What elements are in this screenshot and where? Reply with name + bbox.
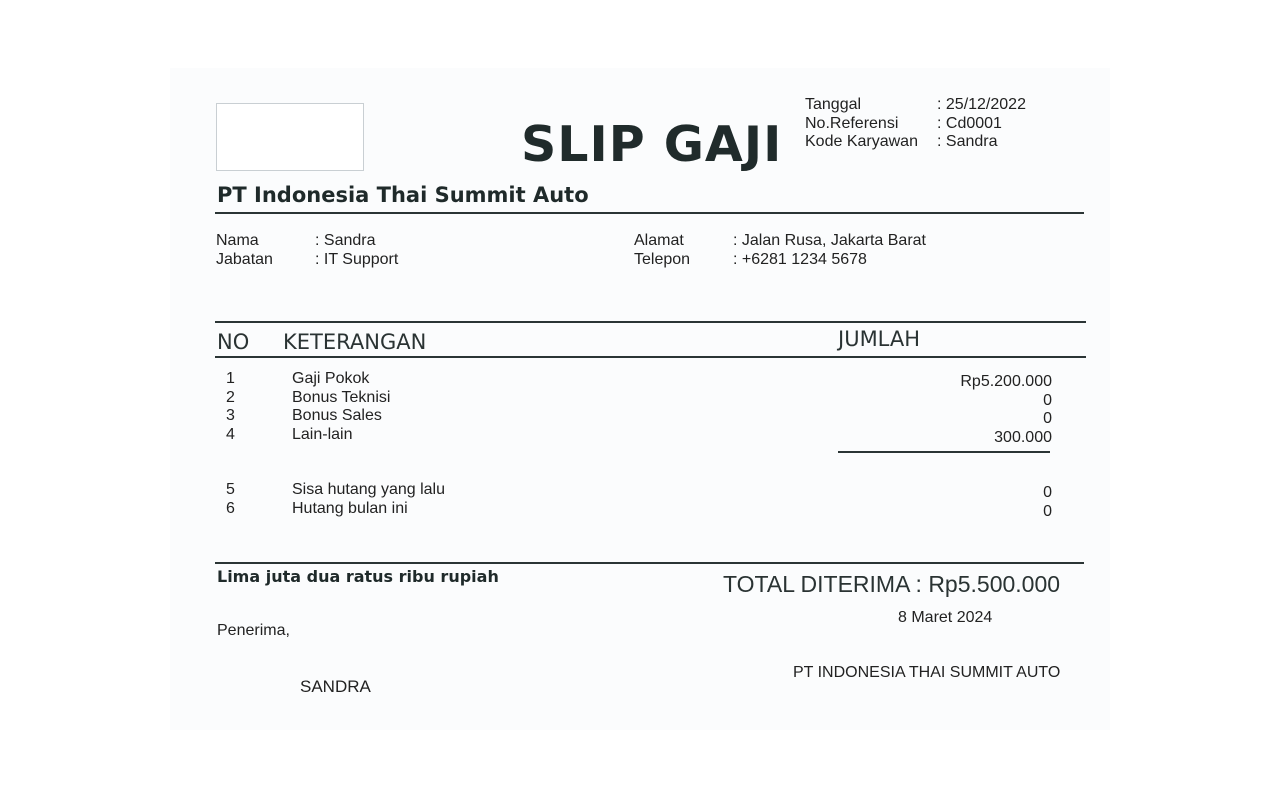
meta-value-employee-code: : Sandra xyxy=(937,133,998,150)
receiver-label: Penerima, xyxy=(217,622,290,639)
employee-position-value: : IT Support xyxy=(315,251,399,268)
row-amount: 0 xyxy=(1043,484,1052,501)
employee-name-value: : Sandra xyxy=(315,232,376,249)
row-no: 6 xyxy=(226,499,235,517)
employee-phone-label: Telepon xyxy=(634,251,691,268)
receiver-name: SANDRA xyxy=(300,677,371,696)
table-header-rule xyxy=(215,356,1086,358)
table-top-rule xyxy=(215,321,1086,323)
row-description: Bonus Teknisi xyxy=(292,388,391,406)
column-header-amount: JUMLAH xyxy=(838,327,921,351)
amount-in-words: Lima juta dua ratus ribu rupiah xyxy=(217,567,499,586)
meta-value-date: : 25/12/2022 xyxy=(937,96,1026,113)
employee-address-label: Alamat xyxy=(634,232,684,249)
meta-label-reference: No.Referensi xyxy=(805,114,899,132)
employee-phone-value: : +6281 1234 5678 xyxy=(733,251,867,268)
row-no: 2 xyxy=(226,388,235,406)
row-no: 3 xyxy=(226,407,235,424)
row-amount: 300.000 xyxy=(994,428,1052,446)
company-signature: PT INDONESIA THAI SUMMIT AUTO xyxy=(793,664,1061,681)
row-no: 4 xyxy=(226,425,235,443)
subtotal-rule xyxy=(838,451,1050,453)
row-no: 1 xyxy=(226,370,235,387)
row-description: Lain-lain xyxy=(292,425,353,443)
row-description: Gaji Pokok xyxy=(292,370,370,387)
row-amount: 0 xyxy=(1043,502,1052,520)
employee-address-value: : Jalan Rusa, Jakarta Barat xyxy=(733,232,926,249)
total-received: TOTAL DITERIMA : Rp5.500.000 xyxy=(723,571,1061,597)
row-amount: 0 xyxy=(1043,410,1052,427)
row-description: Sisa hutang yang lalu xyxy=(292,481,445,498)
slip-title: SLIP GAJI xyxy=(521,116,783,173)
company-name: PT Indonesia Thai Summit Auto xyxy=(217,183,589,207)
column-header-no: NO xyxy=(217,330,250,354)
row-description: Hutang bulan ini xyxy=(292,499,408,517)
row-description: Bonus Sales xyxy=(292,407,382,424)
header-divider xyxy=(215,212,1084,214)
table-bottom-rule xyxy=(215,562,1084,564)
row-no: 5 xyxy=(226,481,235,498)
meta-label-date: Tanggal xyxy=(805,96,862,113)
row-amount: 0 xyxy=(1043,391,1052,409)
sign-date: 8 Maret 2024 xyxy=(898,609,993,626)
row-amount: Rp5.200.000 xyxy=(960,373,1052,390)
meta-value-reference: : Cd0001 xyxy=(937,114,1002,132)
meta-label-employee-code: Kode Karyawan xyxy=(805,133,918,150)
employee-name-label: Nama xyxy=(216,232,259,249)
column-header-description: KETERANGAN xyxy=(283,330,427,354)
logo-placeholder xyxy=(216,103,364,171)
employee-position-label: Jabatan xyxy=(216,251,273,268)
